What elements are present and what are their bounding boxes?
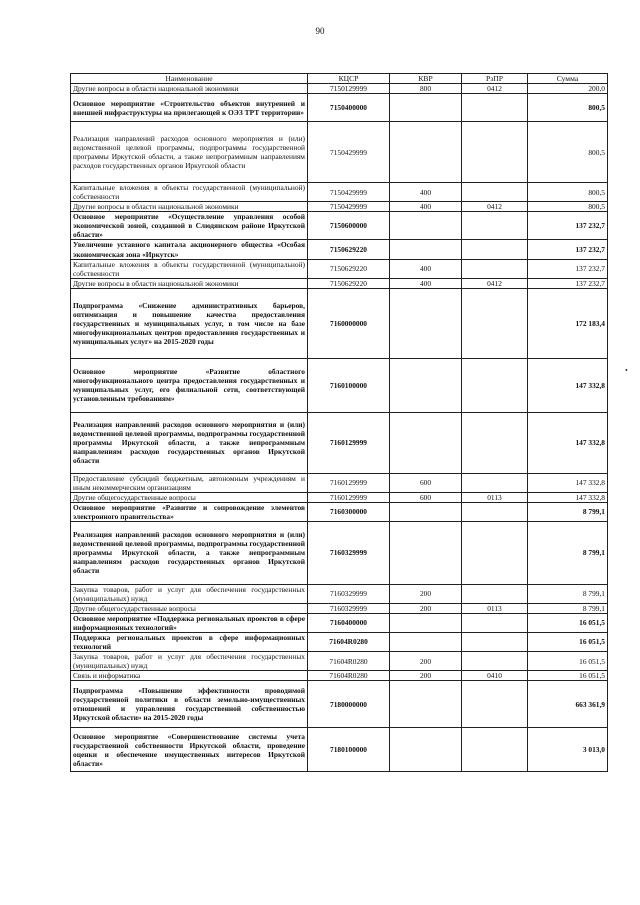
table-row [71, 84, 608, 94]
table-row [71, 728, 608, 772]
cell-name: Другие вопросы в области национальной экономики [71, 202, 308, 212]
table-header-row [71, 74, 608, 84]
cell-kcsr: 7150629220 [308, 278, 390, 288]
cell-kvr: 600 [390, 492, 462, 502]
cell-sum: 137 232,7 [528, 278, 608, 288]
cell-name: Другие вопросы в области национальной экономики [71, 84, 308, 94]
cell-name: Поддержка региональных проектов в сфере информационных технологий [71, 632, 308, 651]
cell-rzpr [462, 122, 528, 183]
cell-sum: 800,5 [528, 202, 608, 212]
cell-kvr: 200 [390, 652, 462, 671]
cell-rzpr [462, 412, 528, 473]
header-name: Наименование [71, 74, 308, 84]
table-row [71, 473, 608, 492]
table-row [71, 521, 608, 584]
cell-rzpr [462, 632, 528, 651]
cell-name: Реализация направлений расходов основного мероприятия и (или) ведомственной целевой программы, подпрограммы государственной программы Иркутской области, а также непрограммным направлениям расходов государственных органов Иркутской области [71, 412, 308, 473]
table-row [71, 681, 608, 728]
cell-kvr [390, 288, 462, 358]
table-row [71, 278, 608, 288]
cell-kcsr: 7150629220 [308, 259, 390, 278]
cell-sum: 147 332,8 [528, 473, 608, 492]
cell-rzpr: 0412 [462, 278, 528, 288]
cell-kcsr: 71604R0280 [308, 632, 390, 651]
cell-rzpr [462, 240, 528, 259]
cell-name: Закупка товаров, работ и услуг для обеспечения государственных (муниципальных) нужд [71, 652, 308, 671]
header-rzpr: РзПР [462, 74, 528, 84]
table-row [71, 202, 608, 212]
cell-rzpr: 0113 [462, 492, 528, 502]
cell-name: Основное мероприятие «Совершенствование системы учета государственной собственности Иркутской области, проведение оценки и обеспечение имущественных интересов Иркутской области» [71, 728, 308, 772]
table-row [71, 603, 608, 613]
cell-sum: 147 332,8 [528, 492, 608, 502]
cell-rzpr [462, 259, 528, 278]
cell-name: Капитальные вложения в объекты государственной (муниципальной) собственности [71, 259, 308, 278]
cell-sum: 800,5 [528, 122, 608, 183]
cell-sum: 663 361,9 [528, 681, 608, 728]
cell-kvr [390, 358, 462, 412]
table-row [71, 671, 608, 681]
table-row [71, 492, 608, 502]
table-row [71, 288, 608, 358]
cell-sum: 137 232,7 [528, 212, 608, 240]
cell-kcsr: 7150600000 [308, 212, 390, 240]
cell-rzpr [462, 652, 528, 671]
cell-kcsr: 7150429999 [308, 202, 390, 212]
table-row [71, 122, 608, 183]
header-sum: Сумма [528, 74, 608, 84]
cell-sum: 16 051,5 [528, 652, 608, 671]
cell-sum: 16 051,5 [528, 671, 608, 681]
cell-kcsr: 7160329999 [308, 603, 390, 613]
cell-kcsr: 7160129999 [308, 492, 390, 502]
cell-name: Другие общегосударственные вопросы [71, 492, 308, 502]
cell-kcsr: 7160100000 [308, 358, 390, 412]
cell-name: Реализация направлений расходов основного мероприятия и (или) ведомственной целевой программы, подпрограммы государственной программы Иркутской области, а также непрограммным направлениям расходов государственных органов Иркутской области [71, 521, 308, 584]
cell-sum: 147 332,8 [528, 358, 608, 412]
cell-sum: 800,5 [528, 183, 608, 202]
margin-mark: • [625, 366, 628, 375]
cell-kvr [390, 412, 462, 473]
cell-sum: 16 051,5 [528, 613, 608, 632]
cell-kcsr: 7160300000 [308, 502, 390, 521]
cell-kcsr: 7150400000 [308, 94, 390, 122]
table-row [71, 412, 608, 473]
cell-sum: 200,0 [528, 84, 608, 94]
cell-kvr [390, 212, 462, 240]
table-body [71, 84, 608, 772]
cell-kcsr: 7180100000 [308, 728, 390, 772]
cell-sum: 800,5 [528, 94, 608, 122]
cell-rzpr: 0412 [462, 202, 528, 212]
cell-kvr: 800 [390, 84, 462, 94]
cell-sum: 8 799,1 [528, 603, 608, 613]
cell-kcsr: 7160000000 [308, 288, 390, 358]
cell-sum: 147 332,8 [528, 412, 608, 473]
cell-kvr [390, 521, 462, 584]
cell-kvr [390, 122, 462, 183]
cell-sum: 3 013,0 [528, 728, 608, 772]
cell-sum: 137 232,7 [528, 259, 608, 278]
cell-name: Подпрограмма «Снижение административных барьеров, оптимизация и повышение качества предоставления государственных и муниципальных услуг, в том числе на базе многофункциональных центров предоставления государственных и муниципальных услуг» на 2015-2020 годы [71, 288, 308, 358]
cell-kvr: 400 [390, 278, 462, 288]
table-row [71, 259, 608, 278]
table-row [71, 358, 608, 412]
header-kvr: КВР [390, 74, 462, 84]
page-number: 90 [315, 26, 325, 36]
cell-name: Реализация направлений расходов основного мероприятия и (или) ведомственной целевой программы, подпрограммы государственной программы Иркутской области, а также непрограммным направлениям расходов государственных органов Иркутской области [71, 122, 308, 183]
cell-rzpr [462, 358, 528, 412]
cell-name: Связь и информатика [71, 671, 308, 681]
table-row [71, 212, 608, 240]
cell-rzpr [462, 681, 528, 728]
cell-kvr: 200 [390, 584, 462, 603]
cell-name: Другие вопросы в области национальной экономики [71, 278, 308, 288]
cell-kvr [390, 728, 462, 772]
cell-kcsr: 7160129999 [308, 473, 390, 492]
cell-rzpr [462, 521, 528, 584]
table-row [71, 94, 608, 122]
cell-kvr: 200 [390, 671, 462, 681]
cell-rzpr [462, 473, 528, 492]
cell-sum: 8 799,1 [528, 502, 608, 521]
cell-sum: 8 799,1 [528, 521, 608, 584]
cell-sum: 137 232,7 [528, 240, 608, 259]
cell-name: Закупка товаров, работ и услуг для обеспечения государственных (муниципальных) нужд [71, 584, 308, 603]
cell-name: Основное мероприятие «Развитие и сопровождение элементов электронного правительства» [71, 502, 308, 521]
cell-kvr [390, 502, 462, 521]
cell-kcsr: 7160329999 [308, 521, 390, 584]
cell-kvr: 400 [390, 183, 462, 202]
cell-sum: 16 051,5 [528, 632, 608, 651]
cell-kvr [390, 613, 462, 632]
cell-rzpr [462, 183, 528, 202]
cell-rzpr [462, 94, 528, 122]
cell-sum: 8 799,1 [528, 584, 608, 603]
cell-kcsr: 7160400000 [308, 613, 390, 632]
cell-name: Подпрограмма «Повышение эффективности проводимой государственной политики в области земельно-имущественных отношений и управления государственной собственностью Иркутской области» на 2015-2020 годы [71, 681, 308, 728]
table-row [71, 584, 608, 603]
cell-kvr: 400 [390, 259, 462, 278]
cell-kcsr: 71604R0280 [308, 671, 390, 681]
cell-name: Другие общегосударственные вопросы [71, 603, 308, 613]
cell-kvr [390, 632, 462, 651]
cell-rzpr: 0412 [462, 84, 528, 94]
table-row [71, 652, 608, 671]
cell-name: Основное мероприятие «Развитие областного многофункционального центра предоставления государственных и муниципальных услуг, его филиальной сети, соответствующей установленным требованиям» [71, 358, 308, 412]
cell-kcsr: 7150129999 [308, 84, 390, 94]
cell-kcsr: 7180000000 [308, 681, 390, 728]
cell-rzpr: 0113 [462, 603, 528, 613]
cell-rzpr [462, 613, 528, 632]
cell-name: Капитальные вложения в объекты государственной (муниципальной) собственности [71, 183, 308, 202]
cell-kcsr: 7150429999 [308, 122, 390, 183]
cell-kcsr: 7150429999 [308, 183, 390, 202]
table-row [71, 632, 608, 651]
cell-rzpr [462, 502, 528, 521]
cell-name: Увеличение уставного капитала акционерного общества «Особая экономическая зона «Иркутск» [71, 240, 308, 259]
cell-kvr [390, 94, 462, 122]
table-row [71, 502, 608, 521]
cell-kvr: 200 [390, 603, 462, 613]
cell-rzpr [462, 728, 528, 772]
cell-name: Основное мероприятие «Поддержка региональных проектов в сфере информационных технологий» [71, 613, 308, 632]
cell-name: Основное мероприятие «Осуществление управления особой экономической зоной, созданной в Слюдянском районе Иркутской области» [71, 212, 308, 240]
cell-kvr [390, 240, 462, 259]
cell-kvr: 400 [390, 202, 462, 212]
cell-kcsr: 7160329999 [308, 584, 390, 603]
cell-name: Основное мероприятие «Строительство объектов внутренней и внешней инфраструктуры на прилегающей к ОЭЗ ТРТ территории» [71, 94, 308, 122]
cell-rzpr [462, 584, 528, 603]
cell-kcsr: 7160129999 [308, 412, 390, 473]
cell-sum: 172 183,4 [528, 288, 608, 358]
header-kcsr: КЦСР [308, 74, 390, 84]
cell-rzpr: 0410 [462, 671, 528, 681]
table-row [71, 240, 608, 259]
table-row [71, 613, 608, 632]
budget-table [70, 73, 608, 772]
cell-kvr [390, 681, 462, 728]
cell-rzpr [462, 288, 528, 358]
table-row [71, 183, 608, 202]
cell-kcsr: 7150629220 [308, 240, 390, 259]
cell-kvr: 600 [390, 473, 462, 492]
cell-kcsr: 71604R0280 [308, 652, 390, 671]
cell-rzpr [462, 212, 528, 240]
cell-name: Предоставление субсидий бюджетным, автономным учреждениям и иным некоммерческим организациям [71, 473, 308, 492]
